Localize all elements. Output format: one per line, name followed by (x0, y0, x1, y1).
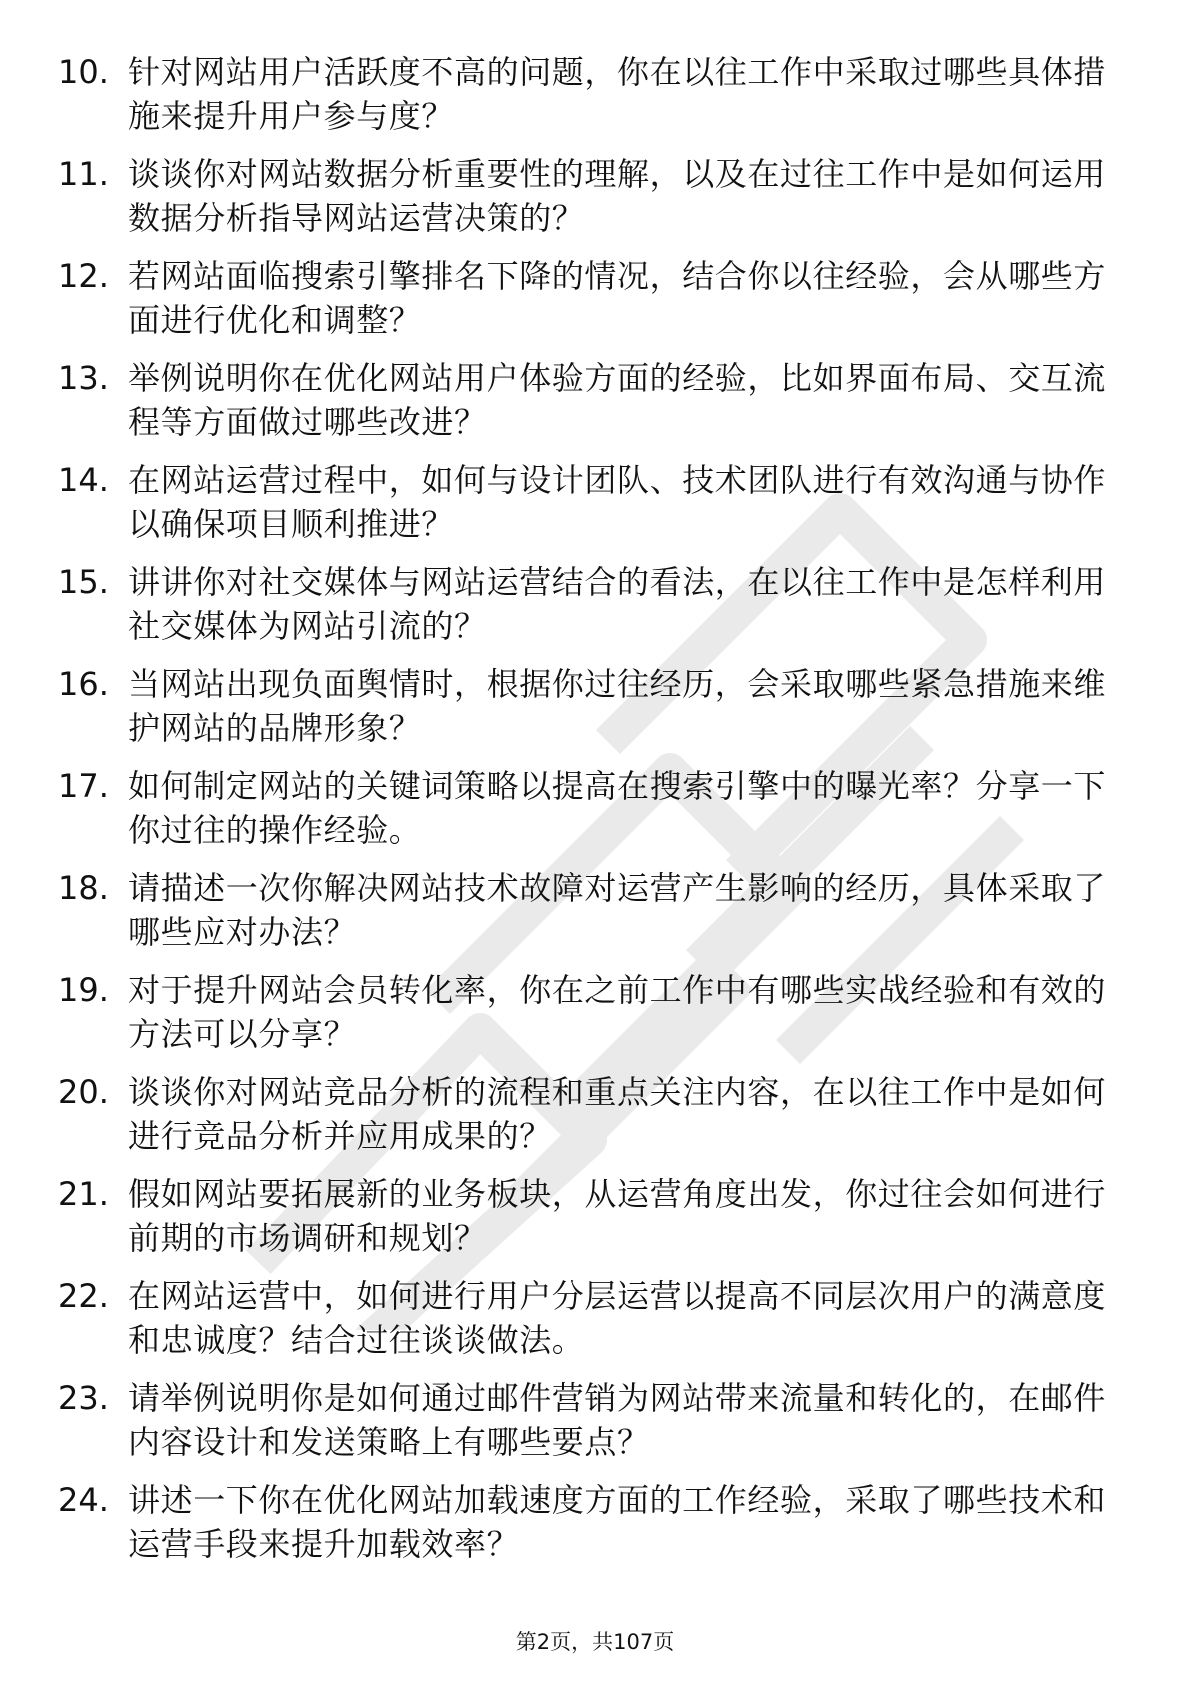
question-item (58, 560, 1108, 662)
question-item (58, 866, 1108, 968)
question-item (58, 152, 1108, 254)
question-number: 10. (58, 53, 109, 91)
question-number: 16. (58, 665, 109, 703)
question-number: 13. (58, 359, 109, 397)
question-item (58, 968, 1108, 1070)
page-number-label: 第2页，共107页 (515, 1630, 675, 1654)
question-number: 24. (58, 1481, 109, 1519)
question-text: 讲述一下你在优化网站加载速度方面的工作经验，采取了哪些技术和运营手段来提升加载效率？ (128, 1481, 1107, 1563)
question-number: 20. (58, 1073, 109, 1111)
question-list (58, 50, 1108, 1580)
question-item (58, 1478, 1108, 1580)
question-number: 18. (58, 869, 109, 907)
question-text: 若网站面临搜索引擎排名下降的情况，结合你以往经验，会从哪些方面进行优化和调整？ (128, 257, 1107, 339)
question-number: 21. (58, 1175, 109, 1213)
question-text: 在网站运营中，如何进行用户分层运营以提高不同层次用户的满意度和忠诚度？结合过往谈谈做法。 (128, 1277, 1107, 1359)
question-number: 15. (58, 563, 109, 601)
question-item (58, 458, 1108, 560)
question-text: 请举例说明你是如何通过邮件营销为网站带来流量和转化的，在邮件内容设计和发送策略上有哪些要点？ (128, 1379, 1107, 1461)
question-number: 17. (58, 767, 109, 805)
question-number: 12. (58, 257, 109, 295)
question-text: 举例说明你在优化网站用户体验方面的经验，比如界面布局、交互流程等方面做过哪些改进？ (128, 359, 1107, 441)
question-text: 对于提升网站会员转化率，你在之前工作中有哪些实战经验和有效的方法可以分享？ (128, 971, 1107, 1053)
question-text: 讲讲你对社交媒体与网站运营结合的看法，在以往工作中是怎样利用社交媒体为网站引流的？ (128, 563, 1107, 645)
question-item (58, 764, 1108, 866)
question-item (58, 662, 1108, 764)
question-number: 11. (58, 155, 109, 193)
question-text: 在网站运营过程中，如何与设计团队、技术团队进行有效沟通与协作以确保项目顺利推进？ (128, 461, 1107, 543)
question-item (58, 1274, 1108, 1376)
question-number: 22. (58, 1277, 109, 1315)
question-number: 14. (58, 461, 109, 499)
question-item (58, 356, 1108, 458)
question-text: 如何制定网站的关键词策略以提高在搜索引擎中的曝光率？分享一下你过往的操作经验。 (128, 767, 1107, 849)
page-footer (0, 1628, 1190, 1656)
question-text: 谈谈你对网站数据分析重要性的理解，以及在过往工作中是如何运用数据分析指导网站运营决策的？ (128, 155, 1107, 237)
question-text: 假如网站要拓展新的业务板块，从运营角度出发，你过往会如何进行前期的市场调研和规划？ (128, 1175, 1107, 1257)
question-item (58, 50, 1108, 152)
question-number: 23. (58, 1379, 109, 1417)
question-text: 谈谈你对网站竞品分析的流程和重点关注内容，在以往工作中是如何进行竞品分析并应用成果的？ (128, 1073, 1107, 1155)
question-item (58, 254, 1108, 356)
question-item (58, 1376, 1108, 1478)
question-text: 请描述一次你解决网站技术故障对运营产生影响的经历，具体采取了哪些应对办法？ (128, 869, 1107, 951)
question-text: 当网站出现负面舆情时，根据你过往经历，会采取哪些紧急措施来维护网站的品牌形象？ (128, 665, 1107, 747)
question-text: 针对网站用户活跃度不高的问题，你在以往工作中采取过哪些具体措施来提升用户参与度？ (128, 53, 1107, 135)
question-item (58, 1172, 1108, 1274)
question-item (58, 1070, 1108, 1172)
question-number: 19. (58, 971, 109, 1009)
